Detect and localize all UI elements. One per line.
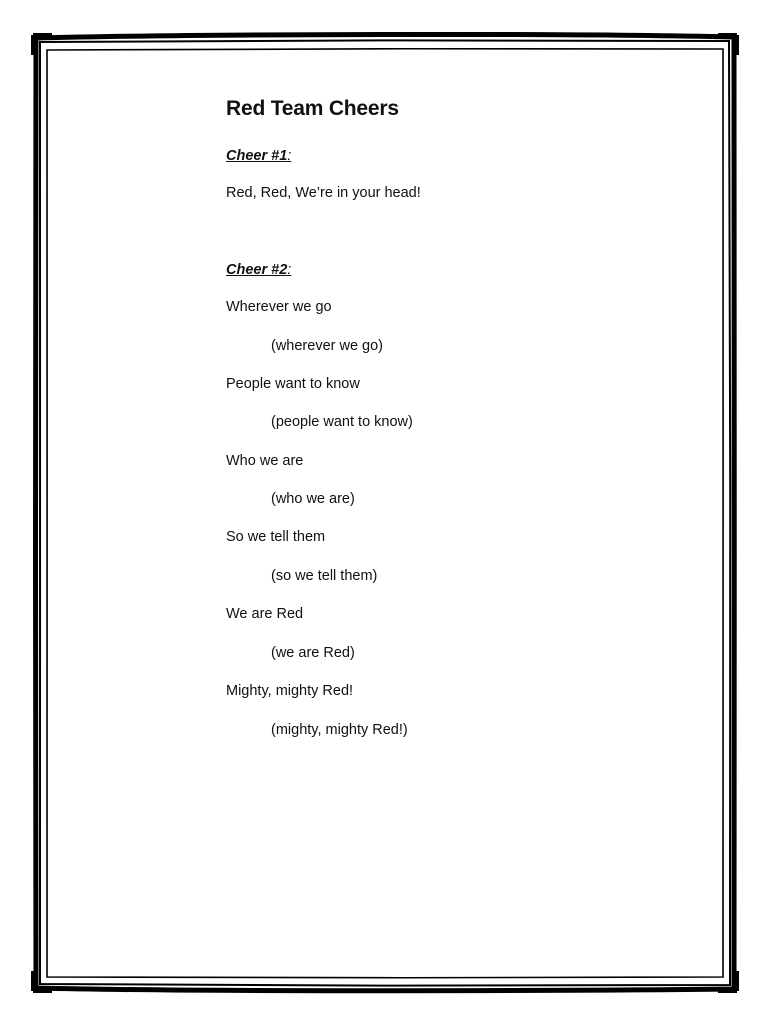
page-title: Red Team Cheers: [226, 97, 399, 120]
cheer-2-heading-text: Cheer #2: [226, 262, 288, 278]
document-body: [226, 94, 706, 738]
cheer-2-echo-line: (people want to know): [271, 414, 413, 430]
cheer-1-heading: [226, 146, 291, 166]
cheer-2-echo-line: (so we tell them): [271, 568, 378, 584]
cheer-2-line: Who we are: [226, 453, 304, 469]
cheer-2-line: So we tell them: [226, 529, 326, 545]
cheer-2-line: Mighty, mighty Red!: [226, 683, 354, 699]
cheer-2-echo-line: (mighty, mighty Red!): [271, 722, 408, 738]
cheer-1-heading-colon: :: [287, 148, 292, 164]
cheer-1-heading-text: Cheer #1: [226, 148, 288, 164]
cheer-2-line: We are Red: [226, 606, 304, 622]
cheer-2-echo-line: (who we are): [271, 491, 355, 507]
cheer-2-line: Wherever we go: [226, 299, 332, 315]
outer-border-stroke: [35, 34, 734, 990]
cheer-2-echo-line: (wherever we go): [271, 338, 384, 354]
cheer-2-heading: [226, 260, 291, 280]
cheer-2-line: People want to know: [226, 376, 360, 392]
cheer-2-heading-colon: :: [287, 262, 292, 278]
cheer-2-echo-line: (we are Red): [271, 645, 355, 661]
cheer-1-line: Red, Red, We’re in your head!: [226, 185, 421, 201]
